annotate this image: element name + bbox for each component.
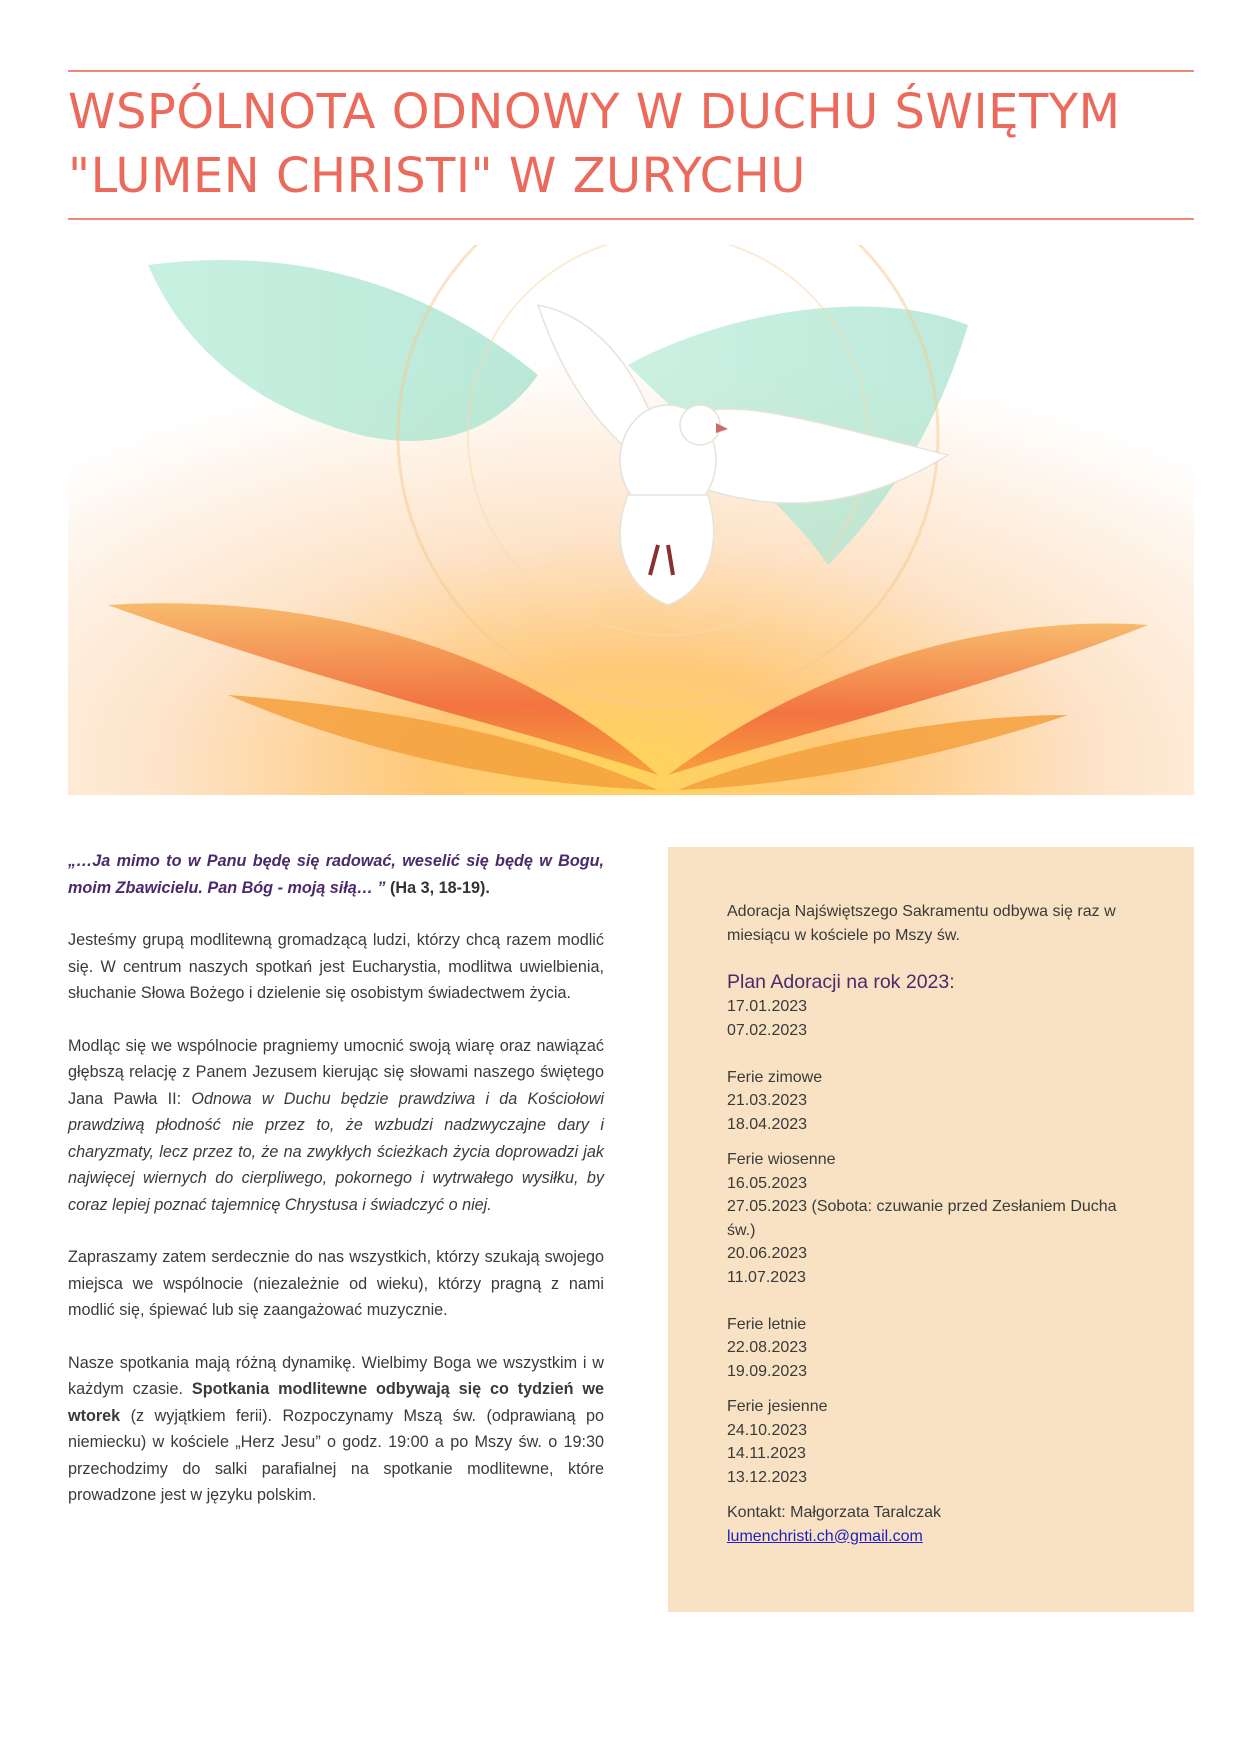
page-title: [68, 80, 1194, 208]
schedule-entry: 18.04.2023: [727, 1115, 808, 1133]
paragraph-4: [68, 1350, 604, 1509]
schedule-group-4: [727, 1313, 1147, 1384]
contact-label: Kontakt: Małgorzata Taralczak: [727, 1504, 942, 1521]
title-line-1: WSPÓLNOTA ODNOWY W DUCHU ŚWIĘTYM: [68, 84, 1121, 140]
schedule-group-2: [727, 1066, 1147, 1137]
paragraph-2: [68, 1033, 604, 1219]
bible-quote: [68, 848, 604, 901]
hero-image-dove: [68, 245, 1194, 795]
dove-illustration: [68, 245, 1194, 795]
schedule-entry: Ferie jesienne: [727, 1398, 828, 1415]
adoration-schedule-box: [668, 847, 1194, 1612]
contact: [727, 1501, 1147, 1548]
title-line-2: "LUMEN CHRISTI" W ZURYCHU: [68, 148, 806, 204]
schedule-entry: Ferie letnie: [727, 1315, 807, 1333]
paragraph-4-text: Nasze spotkania mają różną dynamikę. Wielbimy Boga we wszystkim i w każdym czasie.: [68, 1353, 604, 1398]
main-text-column: [68, 848, 604, 1535]
quote-reference: (Ha 3, 18-19).: [390, 878, 490, 897]
schedule-entry: 17.01.2023: [727, 998, 808, 1015]
contact-email-link[interactable]: lumenchristi.ch@gmail.com: [727, 1527, 923, 1545]
plan-heading: Plan Adoracji na rok 2023:: [727, 971, 955, 993]
schedule-entry: 16.05.2023: [727, 1174, 808, 1192]
schedule-entry: 19.09.2023: [727, 1362, 808, 1380]
adoration-intro: Adoracja Najświętszego Sakramentu odbywa się raz w miesiącu w kościele po Mszy św.: [727, 903, 1116, 944]
schedule-entry: 22.08.2023: [727, 1339, 808, 1356]
paragraph-1: Jesteśmy grupą modlitewną gromadzącą ludzi, którzy chcą razem modlić się. W centrum naszych spotkań jest Eucharystia, modlitwa uwielbienia, słuchanie Słowa Bożego i dzielenie się osobistym świadectwem życia.: [68, 931, 604, 1002]
schedule-entry: 24.10.2023: [727, 1421, 808, 1439]
schedule-entry: Ferie wiosenne: [727, 1151, 836, 1168]
schedule-entry: 11.07.2023: [727, 1268, 806, 1286]
schedule-group-3: [727, 1148, 1147, 1289]
paragraph-4-end: (z wyjątkiem ferii). Rozpoczynamy Mszą św. (odprawianą po niemiecku) w kościele „Herz Jesu” o godz. 19:00 a po Mszy św. o 19:30 przechodzimy do salki parafialnej na spotkanie modlitewne, które prowadzone jest w języku polskim.: [68, 1406, 604, 1504]
bottom-rule: [68, 218, 1194, 220]
top-rule: [68, 70, 1194, 72]
schedule-entry: 13.12.2023: [727, 1468, 808, 1486]
paragraph-2-text: Modląc się we wspólnocie pragniemy umocnić swoją wiarę oraz nawiązać głębszą relację z Panem Jezusem kierując się słowami naszego świętego Jana Pawła II:: [68, 1036, 604, 1108]
schedule-group-1: [727, 995, 1147, 1042]
schedule-entry: 21.03.2023: [727, 1092, 808, 1109]
schedule-entry: 20.06.2023: [727, 1245, 808, 1262]
schedule-entry: 27.05.2023 (Sobota: czuwanie przed Zesłaniem Ducha św.): [727, 1198, 1117, 1239]
meeting-highlight: Spotkania modlitewne odbywają się co tydzień we wtorek: [68, 1380, 604, 1425]
schedule-group-5: [727, 1395, 1147, 1489]
jp2-quote: Odnowa w Duchu będzie prawdziwa i da Kościołowi prawdziwą płodność nie przez to, że wzbudzi nadzwyczajne dary i charyzmaty, lecz przez to, że na zwykłych ścieżkach życia doprowadzi jak najwięcej wiernych do cierpliwego, pokornego i wytrwałego wysiłku, by coraz lepiej poznać tajemnicę Chrystusa i świadczyć o niej.: [68, 1089, 604, 1214]
quote-text: „…Ja mimo to w Panu będę się radować, weselić się będę w Bogu, moim Zbawicielu. Pan Bóg - moją siłą… ”: [68, 852, 604, 897]
schedule-entry: 14.11.2023: [727, 1445, 806, 1462]
schedule-entry: 07.02.2023: [727, 1021, 808, 1039]
schedule-entry: Ferie zimowe: [727, 1068, 823, 1086]
paragraph-3: Zapraszamy zatem serdecznie do nas wszystkich, którzy szukają swojego miejsca we wspólnocie (niezależnie od wieku), którzy pragną z nami modlić się, śpiewać lub się zaangażować muzycznie.: [68, 1248, 604, 1319]
